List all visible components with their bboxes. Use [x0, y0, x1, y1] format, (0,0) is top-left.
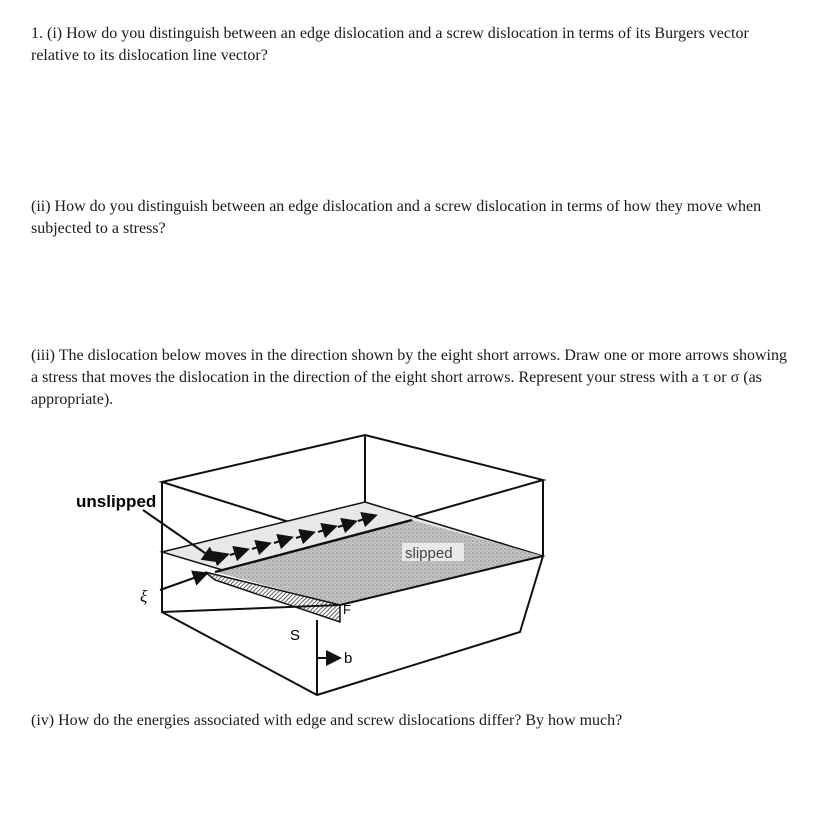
- dislocation-figure: [62, 430, 592, 700]
- label-f: F: [343, 602, 351, 617]
- question-3-text: (iii) The dislocation below moves in the direction shown by the eight short arrows. Draw one or more arrows showing a stress that moves the dislocation in the direction of the eight short arrows. Represent your stress with a τ or σ (as appropriate).: [31, 347, 787, 408]
- slip-plane: [162, 502, 543, 605]
- question-1-text: 1. (i) How do you distinguish between an edge dislocation and a screw dislocation in terms of its Burgers vector relative to its dislocation line vector?: [31, 25, 749, 64]
- label-b: b: [344, 650, 353, 667]
- label-slipped: slipped: [405, 545, 453, 562]
- label-s: S: [290, 627, 301, 644]
- question-4-text: (iv) How do the energies associated with edge and screw dislocations differ? By how much?: [31, 712, 623, 729]
- label-unslipped: unslipped: [76, 492, 157, 511]
- question-2-text: (ii) How do you distinguish between an edge dislocation and a screw dislocation in terms of how they move when subjected to a stress?: [31, 198, 762, 237]
- label-xi: ξ: [140, 587, 148, 606]
